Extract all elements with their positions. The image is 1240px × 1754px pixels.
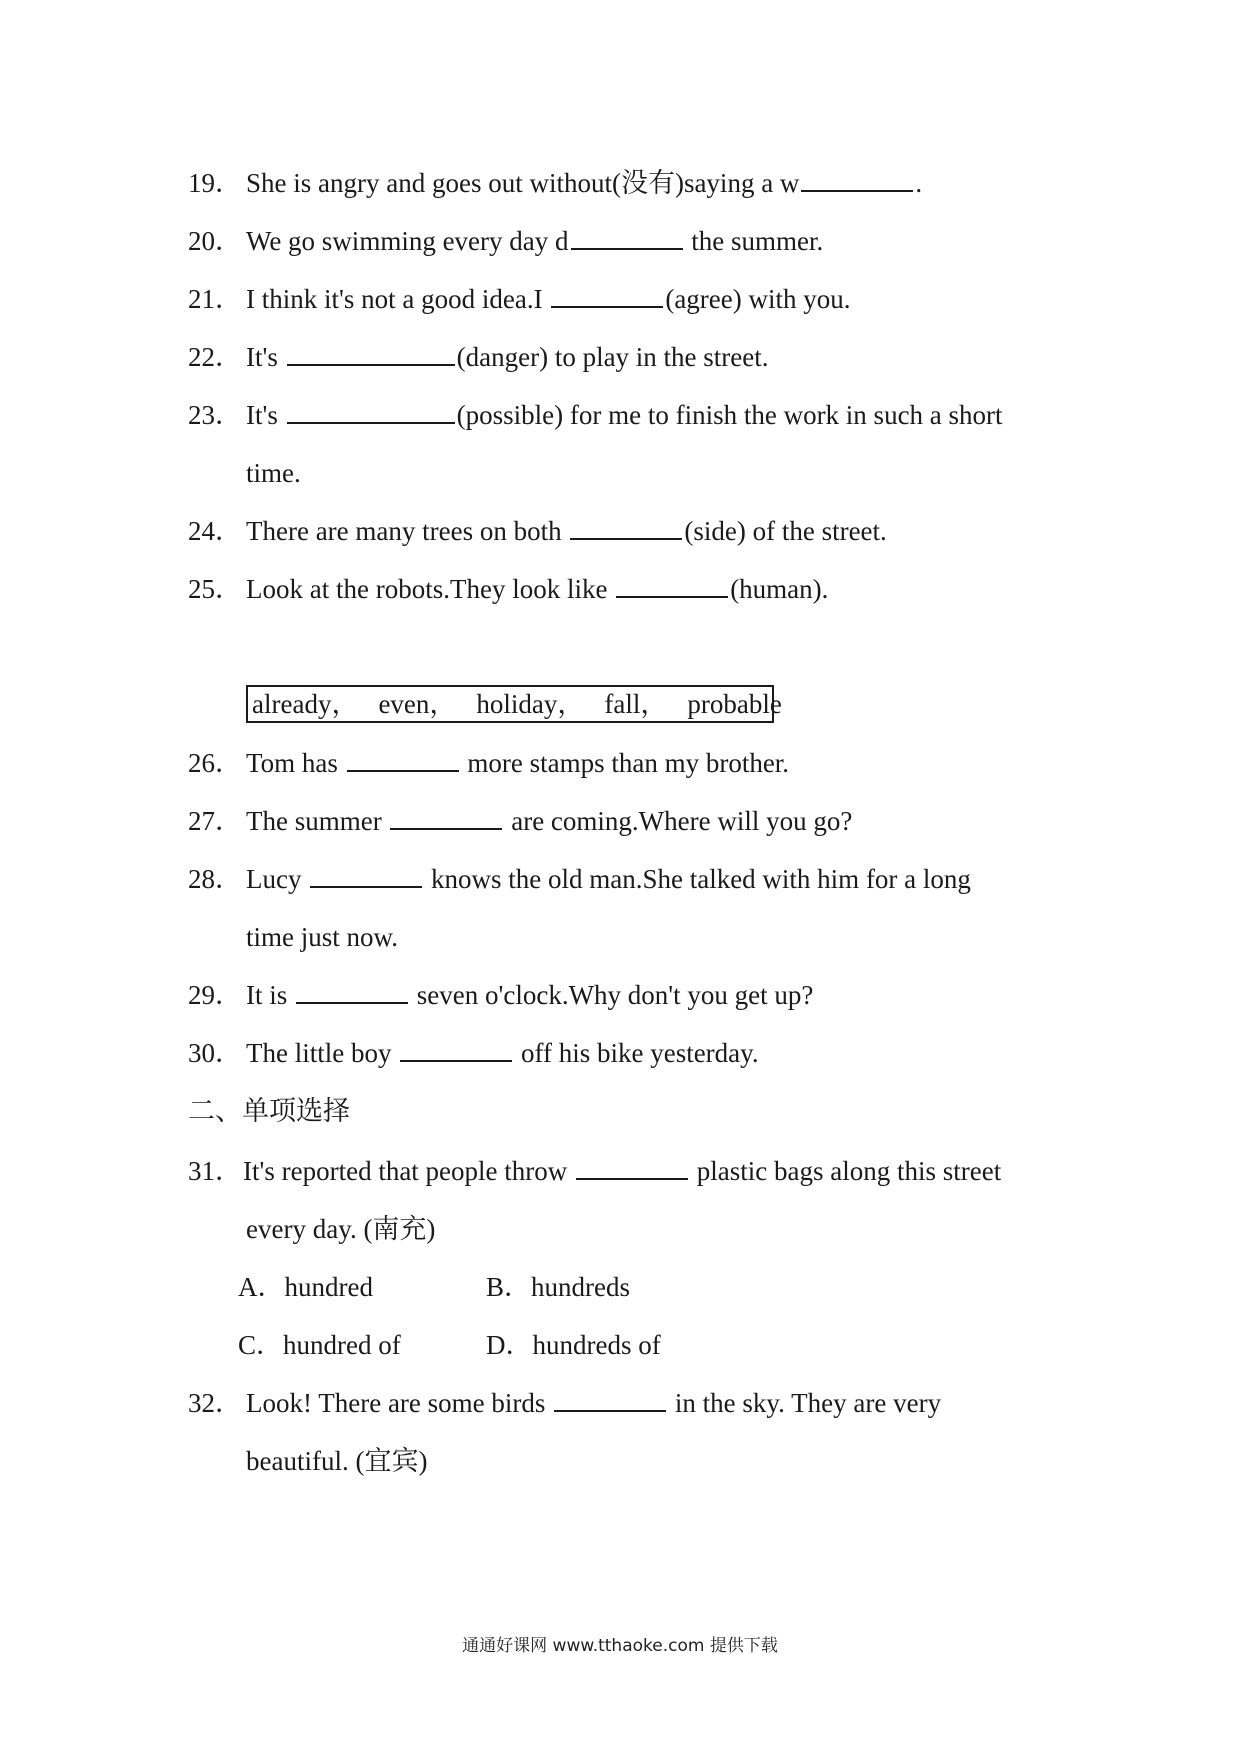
- question-number: 30．: [188, 1038, 242, 1068]
- question-number: 19．: [188, 168, 242, 198]
- question-text: I think it's not a good idea.I: [246, 284, 550, 314]
- question-text: (danger) to play in the street.: [456, 342, 769, 372]
- question-text: Look! There are some birds: [246, 1388, 553, 1418]
- question-text: plastic bags along this street: [690, 1156, 1002, 1186]
- question-number: 21．: [188, 284, 242, 314]
- question-31: [188, 1153, 1001, 1189]
- question-text: It's: [246, 342, 285, 372]
- question-text: (agree) with you.: [665, 284, 851, 314]
- word-bank-item: even，: [378, 689, 457, 719]
- question-text: She is angry and goes out without(没有)saying a w: [246, 168, 800, 198]
- question-text: are coming.Where will you go?: [504, 806, 853, 836]
- question-text: There are many trees on both: [246, 516, 569, 546]
- question-number: 27．: [188, 806, 242, 836]
- question-text: more stamps than my brother.: [460, 748, 790, 778]
- question-text: It's reported that people throw: [243, 1156, 575, 1186]
- question-text: The little boy: [246, 1038, 399, 1068]
- question-number: 20．: [188, 226, 242, 256]
- question-text: (possible) for me to finish the work in such a short: [456, 400, 1003, 430]
- question-24: [188, 513, 887, 549]
- question-30: [188, 1035, 759, 1071]
- question-20: [188, 223, 823, 259]
- question-28: [188, 861, 971, 897]
- question-text: We go swimming every day d: [246, 226, 569, 256]
- question-number: 32．: [188, 1388, 242, 1418]
- answer-blank: [551, 284, 663, 308]
- question-28-continuation: time just now.: [246, 922, 398, 952]
- question-27: [188, 803, 852, 839]
- answer-blank: [310, 864, 422, 888]
- question-number: 28．: [188, 864, 242, 894]
- question-32: [188, 1385, 941, 1421]
- question-text: knows the old man.She talked with him for a long: [424, 864, 971, 894]
- question-21: [188, 281, 851, 317]
- question-number: 23．: [188, 400, 242, 430]
- question-22: [188, 339, 769, 375]
- answer-blank: [287, 342, 455, 366]
- question-number: 25．: [188, 574, 242, 604]
- answer-blank: [390, 806, 502, 830]
- word-bank-item: probable: [687, 689, 782, 719]
- question-number: 31．: [188, 1156, 242, 1186]
- answer-blank: [400, 1038, 512, 1062]
- question-text: .: [915, 168, 923, 198]
- question-31-continuation: every day. (南充): [246, 1214, 436, 1244]
- option-a[interactable]: A．hundred: [238, 1272, 373, 1302]
- page-footer: 通通好课网 www.tthaoke.com 提供下载: [462, 1636, 778, 1656]
- answer-blank: [801, 168, 913, 192]
- question-25: [188, 571, 828, 607]
- section-heading: 二、单项选择: [188, 1096, 350, 1127]
- question-text: (human).: [730, 574, 829, 604]
- question-29: [188, 977, 813, 1013]
- question-text: It is: [246, 980, 295, 1010]
- question-23: [188, 397, 1003, 433]
- answer-blank: [616, 574, 728, 598]
- answer-blank: [287, 400, 455, 424]
- question-23-continuation: time.: [246, 458, 301, 488]
- answer-blank: [570, 516, 682, 540]
- answer-blank: [296, 980, 408, 1004]
- question-text: (side) of the street.: [684, 516, 887, 546]
- option-b[interactable]: B．hundreds: [486, 1272, 630, 1302]
- word-bank-item: already，: [252, 689, 359, 719]
- question-text: seven o'clock.Why don't you get up?: [410, 980, 814, 1010]
- word-bank-item: holiday，: [476, 689, 585, 719]
- question-text: in the sky. They are very: [668, 1388, 942, 1418]
- answer-blank: [576, 1156, 688, 1180]
- question-text: Lucy: [246, 864, 309, 894]
- question-number: 24．: [188, 516, 242, 546]
- question-32-continuation: beautiful. (宜宾): [246, 1446, 428, 1476]
- question-19: [188, 165, 922, 201]
- question-text: It's: [246, 400, 285, 430]
- question-text: Tom has: [246, 748, 345, 778]
- answer-blank: [554, 1388, 666, 1412]
- question-text: The summer: [246, 806, 389, 836]
- question-number: 29．: [188, 980, 242, 1010]
- question-text: Look at the robots.They look like: [246, 574, 615, 604]
- option-c[interactable]: C．hundred of: [238, 1330, 401, 1360]
- answer-blank: [347, 748, 459, 772]
- question-text: the summer.: [684, 226, 824, 256]
- question-text: off his bike yesterday.: [514, 1038, 759, 1068]
- question-26: [188, 745, 789, 781]
- question-number: 26．: [188, 748, 242, 778]
- option-d[interactable]: D．hundreds of: [486, 1330, 661, 1360]
- answer-blank: [571, 226, 683, 250]
- word-bank-item: fall，: [604, 689, 668, 719]
- word-bank-box: [246, 685, 782, 723]
- question-number: 22．: [188, 342, 242, 372]
